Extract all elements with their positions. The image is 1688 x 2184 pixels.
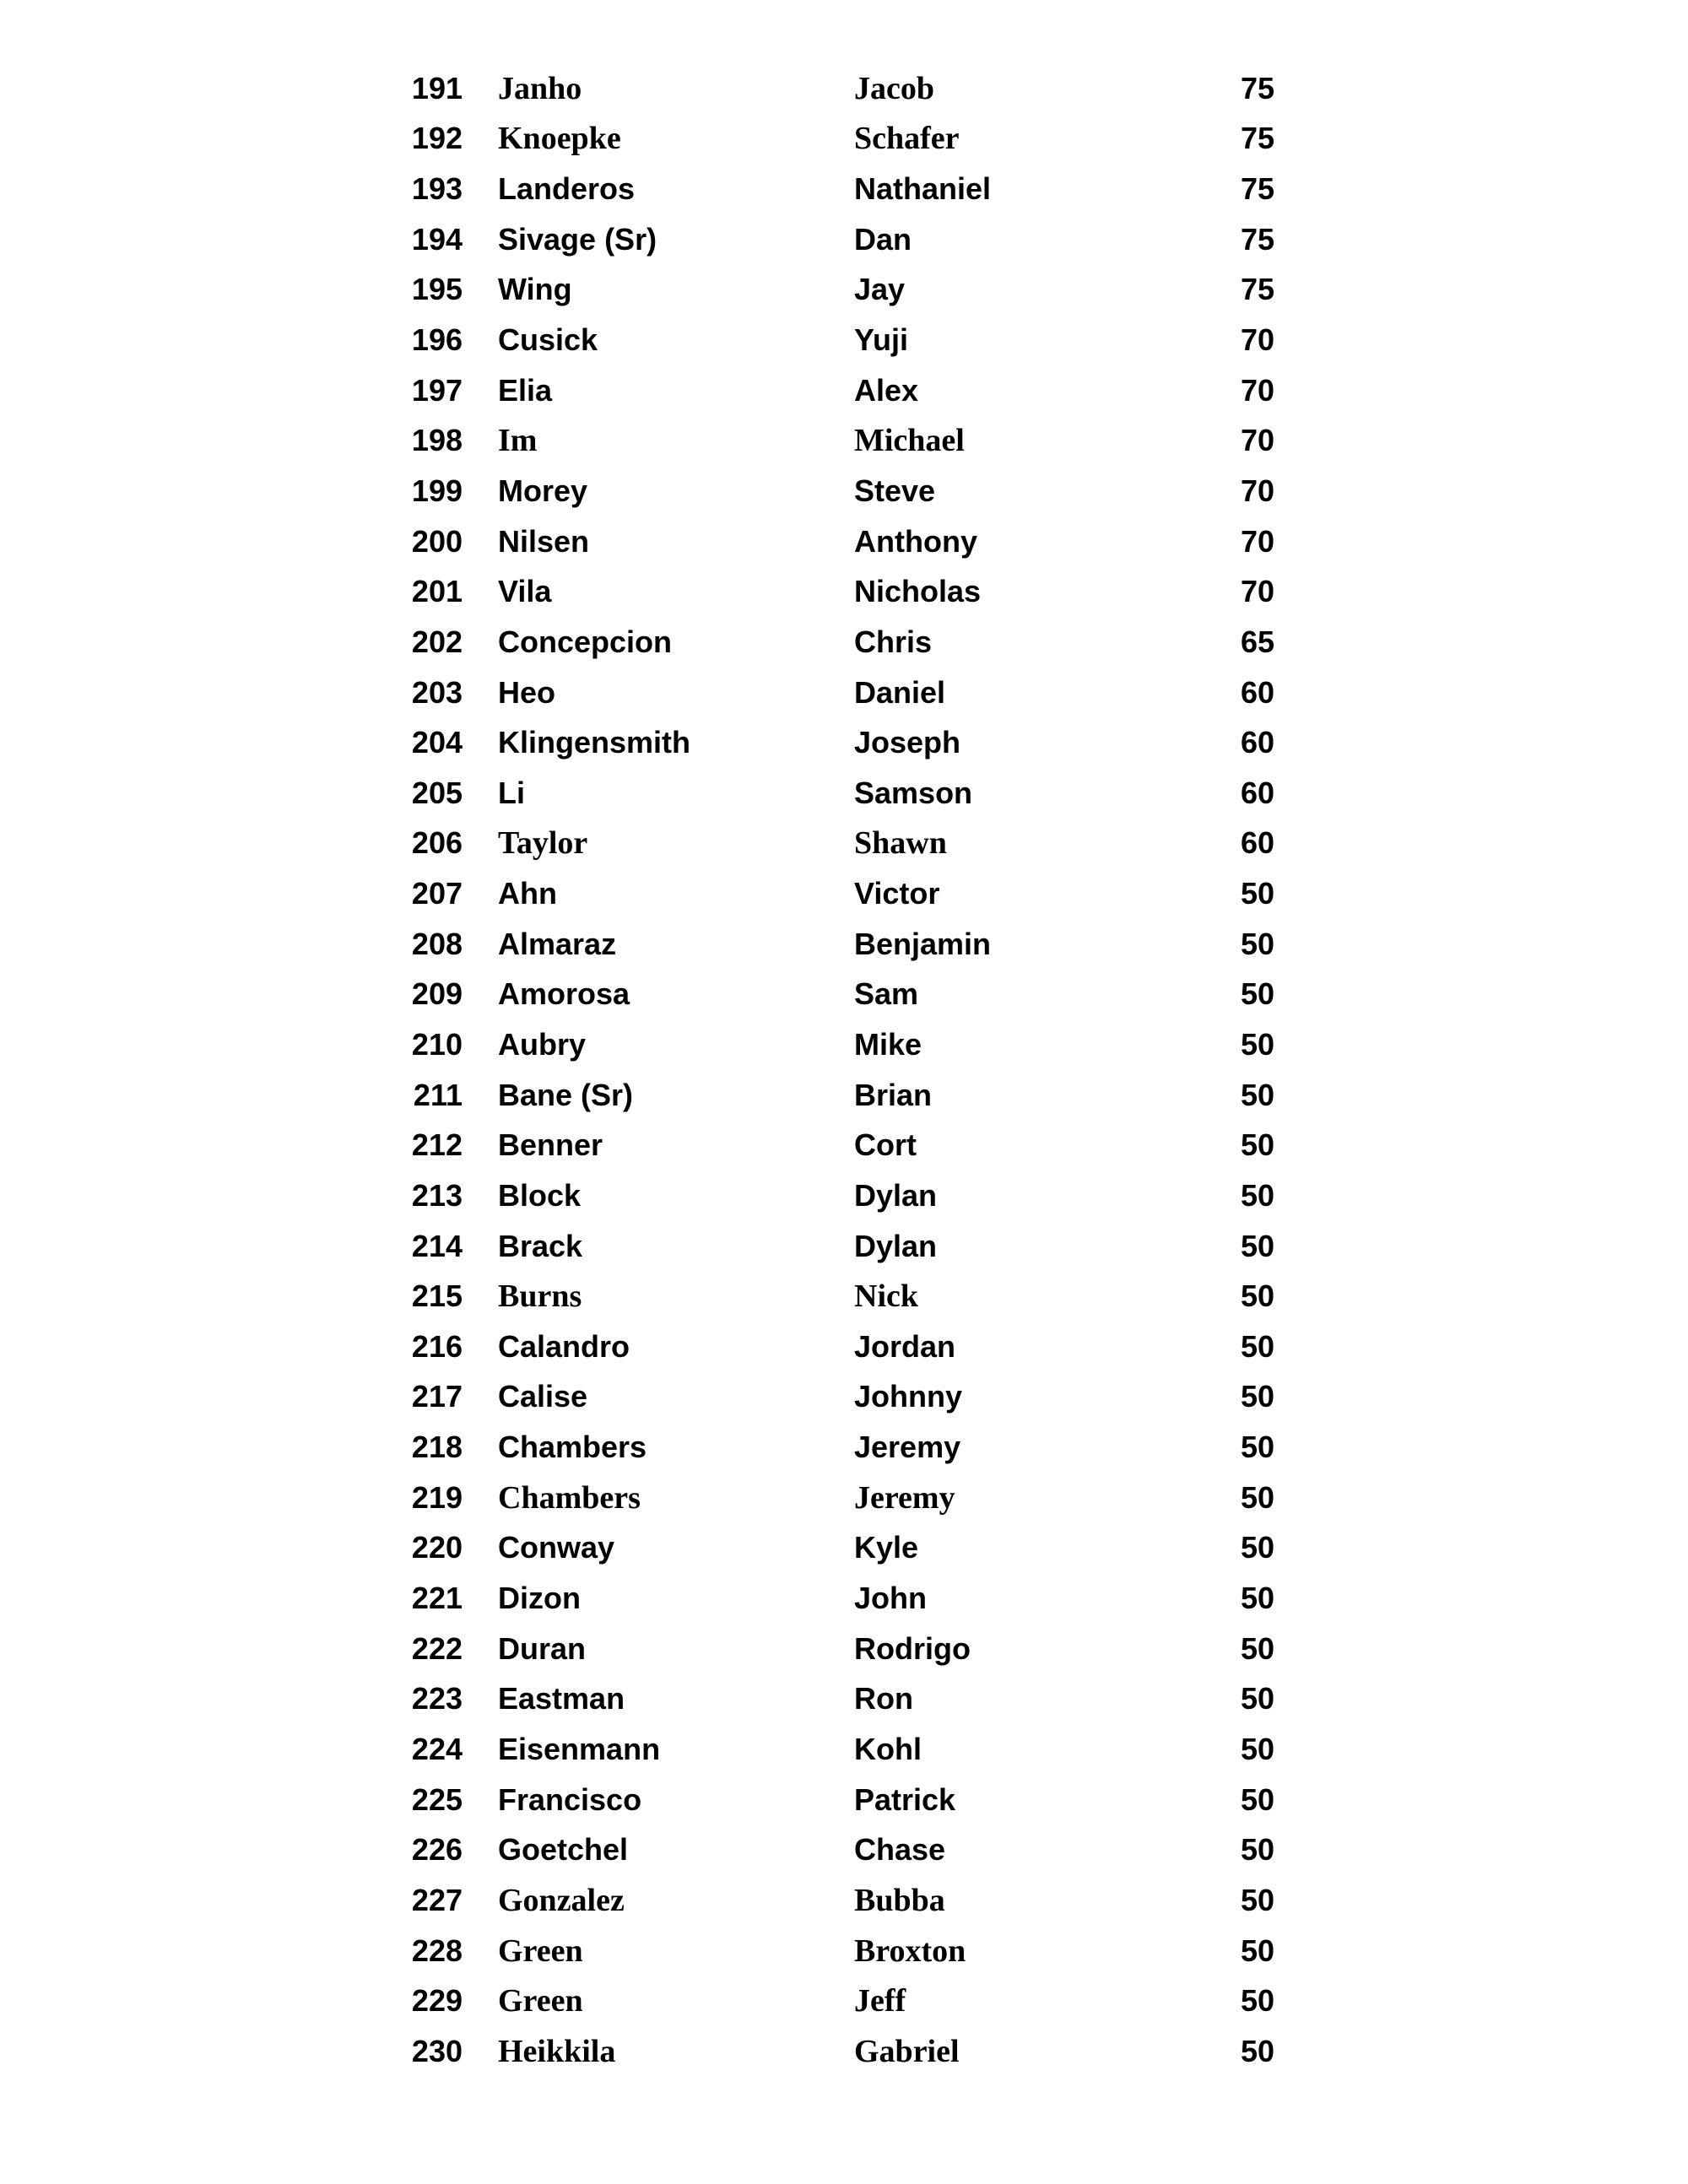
first-name-cell: Jacob xyxy=(854,70,934,106)
last-name-cell: Calise xyxy=(498,1379,588,1414)
first-name-cell: Dylan xyxy=(854,1177,938,1213)
table-row xyxy=(0,768,1688,819)
first-name-cell: Shawn xyxy=(854,825,947,862)
points-cell: 50 xyxy=(1240,1127,1274,1163)
points-cell: 50 xyxy=(1240,1882,1274,1917)
last-name-cell: Almaraz xyxy=(498,926,617,961)
rank-cell: 209 xyxy=(411,976,463,1012)
points-cell: 75 xyxy=(1240,70,1274,105)
rank-cell: 212 xyxy=(411,1127,463,1163)
rank-cell: 202 xyxy=(411,624,463,659)
table-row xyxy=(0,365,1688,416)
points-cell: 50 xyxy=(1240,976,1274,1012)
points-cell: 50 xyxy=(1240,1279,1274,1314)
rank-cell: 210 xyxy=(411,1026,463,1062)
first-name-cell: Daniel xyxy=(854,674,946,710)
first-name-cell: Patrick xyxy=(854,1781,956,1817)
points-cell: 60 xyxy=(1240,775,1274,810)
rank-cell: 195 xyxy=(411,272,463,307)
last-name-cell: Morey xyxy=(498,473,588,508)
roster-table xyxy=(0,63,1688,2077)
first-name-cell: Nathaniel xyxy=(854,171,992,207)
first-name-cell: Ron xyxy=(854,1681,913,1716)
last-name-cell: Gonzalez xyxy=(498,1882,625,1918)
points-cell: 50 xyxy=(1240,1228,1274,1263)
points-cell: 50 xyxy=(1240,876,1274,911)
last-name-cell: Ahn xyxy=(498,876,557,911)
table-row xyxy=(0,1926,1688,1976)
rank-cell: 213 xyxy=(411,1177,463,1213)
last-name-cell: Amorosa xyxy=(498,976,630,1012)
first-name-cell: Michael xyxy=(854,423,965,459)
last-name-cell: Janho xyxy=(498,70,582,106)
rank-cell: 224 xyxy=(411,1731,463,1766)
rank-cell: 219 xyxy=(411,1479,463,1515)
first-name-cell: Joseph xyxy=(854,725,961,760)
first-name-cell: Kyle xyxy=(854,1530,919,1565)
first-name-cell: Jordan xyxy=(854,1328,956,1364)
rank-cell: 221 xyxy=(411,1581,463,1616)
rank-cell: 222 xyxy=(411,1630,463,1666)
last-name-cell: Aubry xyxy=(498,1026,587,1062)
table-row xyxy=(0,415,1688,466)
rank-cell: 192 xyxy=(411,121,463,156)
last-name-cell: Conway xyxy=(498,1530,615,1565)
table-row xyxy=(0,970,1688,1020)
first-name-cell: Jeff xyxy=(854,1983,906,2019)
first-name-cell: Jeremy xyxy=(854,1430,961,1465)
last-name-cell: Goetchel xyxy=(498,1832,629,1868)
first-name-cell: Chase xyxy=(854,1832,946,1868)
table-row xyxy=(0,717,1688,768)
points-cell: 50 xyxy=(1240,1479,1274,1515)
first-name-cell: Johnny xyxy=(854,1379,963,1414)
points-cell: 75 xyxy=(1240,272,1274,307)
last-name-cell: Sivage (Sr) xyxy=(498,221,657,257)
points-cell: 50 xyxy=(1240,1026,1274,1062)
rank-cell: 208 xyxy=(411,926,463,961)
rank-cell: 196 xyxy=(411,322,463,358)
table-row xyxy=(0,63,1688,114)
table-row xyxy=(0,617,1688,668)
points-cell: 70 xyxy=(1240,423,1274,458)
first-name-cell: Jeremy xyxy=(854,1479,955,1516)
last-name-cell: Im xyxy=(498,423,538,459)
rank-cell: 205 xyxy=(411,775,463,810)
table-row xyxy=(0,1120,1688,1170)
rank-cell: 223 xyxy=(411,1681,463,1716)
last-name-cell: Cusick xyxy=(498,322,598,358)
rank-cell: 211 xyxy=(413,1077,463,1112)
last-name-cell: Heikkila xyxy=(498,2033,616,2069)
points-cell: 50 xyxy=(1240,1379,1274,1414)
first-name-cell: Steve xyxy=(854,473,936,508)
points-cell: 75 xyxy=(1240,121,1274,156)
rank-cell: 194 xyxy=(411,221,463,257)
last-name-cell: Klingensmith xyxy=(498,725,691,760)
first-name-cell: Yuji xyxy=(854,322,909,358)
first-name-cell: Anthony xyxy=(854,523,977,559)
last-name-cell: Chambers xyxy=(498,1479,641,1516)
points-cell: 60 xyxy=(1240,674,1274,710)
table-row xyxy=(0,315,1688,365)
rank-cell: 220 xyxy=(411,1530,463,1565)
last-name-cell: Francisco xyxy=(498,1781,642,1817)
points-cell: 50 xyxy=(1240,1077,1274,1112)
points-cell: 70 xyxy=(1240,473,1274,508)
last-name-cell: Wing xyxy=(498,272,572,307)
first-name-cell: Rodrigo xyxy=(854,1630,971,1666)
first-name-cell: Broxton xyxy=(854,1933,966,1969)
table-row xyxy=(0,1875,1688,1926)
rank-cell: 216 xyxy=(411,1328,463,1364)
first-name-cell: Dan xyxy=(854,221,912,257)
rank-cell: 197 xyxy=(411,372,463,408)
points-cell: 50 xyxy=(1240,1933,1274,1968)
first-name-cell: Samson xyxy=(854,775,973,810)
table-row xyxy=(0,1523,1688,1574)
first-name-cell: Dylan xyxy=(854,1228,938,1263)
first-name-cell: Cort xyxy=(854,1127,917,1163)
points-cell: 60 xyxy=(1240,725,1274,760)
last-name-cell: Heo xyxy=(498,674,556,710)
last-name-cell: Green xyxy=(498,1983,583,2019)
table-row xyxy=(0,1775,1688,1825)
points-cell: 50 xyxy=(1240,1832,1274,1868)
first-name-cell: Brian xyxy=(854,1077,933,1112)
table-row xyxy=(0,1070,1688,1121)
table-row xyxy=(0,1422,1688,1473)
table-row xyxy=(0,566,1688,617)
first-name-cell: Victor xyxy=(854,876,940,911)
last-name-cell: Calandro xyxy=(498,1328,630,1364)
last-name-cell: Burns xyxy=(498,1279,582,1315)
first-name-cell: Gabriel xyxy=(854,2033,960,2069)
first-name-cell: Schafer xyxy=(854,121,960,157)
last-name-cell: Landeros xyxy=(498,171,636,207)
rank-cell: 203 xyxy=(411,674,463,710)
table-row xyxy=(0,1221,1688,1272)
last-name-cell: Elia xyxy=(498,372,553,408)
last-name-cell: Taylor xyxy=(498,825,588,862)
table-row xyxy=(0,265,1688,316)
rank-cell: 230 xyxy=(411,2033,463,2068)
points-cell: 60 xyxy=(1240,825,1274,861)
points-cell: 75 xyxy=(1240,221,1274,257)
table-row xyxy=(0,1724,1688,1775)
table-row xyxy=(0,1019,1688,1070)
points-cell: 50 xyxy=(1240,926,1274,961)
points-cell: 50 xyxy=(1240,1983,1274,2019)
points-cell: 50 xyxy=(1240,1630,1274,1666)
points-cell: 70 xyxy=(1240,523,1274,559)
rank-cell: 218 xyxy=(411,1430,463,1465)
rank-cell: 217 xyxy=(411,1379,463,1414)
table-row xyxy=(0,668,1688,718)
first-name-cell: Nick xyxy=(854,1279,918,1315)
last-name-cell: Li xyxy=(498,775,525,810)
last-name-cell: Chambers xyxy=(498,1430,647,1465)
first-name-cell: Mike xyxy=(854,1026,922,1062)
rank-cell: 207 xyxy=(411,876,463,911)
points-cell: 50 xyxy=(1240,1681,1274,1716)
points-cell: 50 xyxy=(1240,1328,1274,1364)
table-row xyxy=(0,1271,1688,1322)
rank-cell: 193 xyxy=(411,171,463,207)
rank-cell: 227 xyxy=(411,1882,463,1917)
first-name-cell: Sam xyxy=(854,976,919,1012)
table-row xyxy=(0,214,1688,265)
table-row xyxy=(0,1322,1688,1372)
first-name-cell: Bubba xyxy=(854,1882,945,1918)
points-cell: 50 xyxy=(1240,1430,1274,1465)
table-row xyxy=(0,868,1688,919)
rank-cell: 204 xyxy=(411,725,463,760)
rank-cell: 198 xyxy=(411,423,463,458)
rank-cell: 201 xyxy=(411,574,463,609)
table-row xyxy=(0,164,1688,214)
points-cell: 75 xyxy=(1240,171,1274,207)
first-name-cell: Benjamin xyxy=(854,926,992,961)
table-row xyxy=(0,819,1688,869)
table-row xyxy=(0,1674,1688,1725)
last-name-cell: Eisenmann xyxy=(498,1731,661,1766)
last-name-cell: Concepcion xyxy=(498,624,673,659)
first-name-cell: John xyxy=(854,1581,927,1616)
table-row xyxy=(0,1573,1688,1624)
last-name-cell: Duran xyxy=(498,1630,587,1666)
rank-cell: 226 xyxy=(411,1832,463,1868)
rank-cell: 215 xyxy=(411,1279,463,1314)
last-name-cell: Bane (Sr) xyxy=(498,1077,634,1112)
points-cell: 50 xyxy=(1240,1581,1274,1616)
points-cell: 70 xyxy=(1240,574,1274,609)
last-name-cell: Benner xyxy=(498,1127,603,1163)
points-cell: 50 xyxy=(1240,1731,1274,1766)
table-row xyxy=(0,919,1688,970)
points-cell: 50 xyxy=(1240,1781,1274,1817)
rank-cell: 200 xyxy=(411,523,463,559)
table-row xyxy=(0,1825,1688,1875)
rank-cell: 199 xyxy=(411,473,463,508)
table-row xyxy=(0,1473,1688,1523)
points-cell: 50 xyxy=(1240,2033,1274,2068)
rank-cell: 214 xyxy=(411,1228,463,1263)
last-name-cell: Block xyxy=(498,1177,582,1213)
last-name-cell: Nilsen xyxy=(498,523,590,559)
table-row xyxy=(0,1976,1688,2026)
first-name-cell: Jay xyxy=(854,272,906,307)
rank-cell: 206 xyxy=(411,825,463,861)
first-name-cell: Kohl xyxy=(854,1731,922,1766)
points-cell: 70 xyxy=(1240,372,1274,408)
table-row xyxy=(0,1624,1688,1674)
table-row xyxy=(0,1170,1688,1221)
last-name-cell: Knoepke xyxy=(498,121,621,157)
table-row xyxy=(0,466,1688,516)
table-row xyxy=(0,114,1688,165)
last-name-cell: Vila xyxy=(498,574,552,609)
rank-cell: 225 xyxy=(411,1781,463,1817)
table-row xyxy=(0,2026,1688,2077)
points-cell: 50 xyxy=(1240,1177,1274,1213)
points-cell: 65 xyxy=(1240,624,1274,659)
rank-cell: 229 xyxy=(411,1983,463,2019)
points-cell: 70 xyxy=(1240,322,1274,358)
last-name-cell: Dizon xyxy=(498,1581,581,1616)
rank-cell: 191 xyxy=(411,70,463,105)
table-row xyxy=(0,1372,1688,1423)
last-name-cell: Eastman xyxy=(498,1681,625,1716)
last-name-cell: Brack xyxy=(498,1228,583,1263)
first-name-cell: Chris xyxy=(854,624,933,659)
points-cell: 50 xyxy=(1240,1530,1274,1565)
first-name-cell: Nicholas xyxy=(854,574,982,609)
last-name-cell: Green xyxy=(498,1933,583,1969)
table-row xyxy=(0,516,1688,567)
rank-cell: 228 xyxy=(411,1933,463,1968)
first-name-cell: Alex xyxy=(854,372,919,408)
